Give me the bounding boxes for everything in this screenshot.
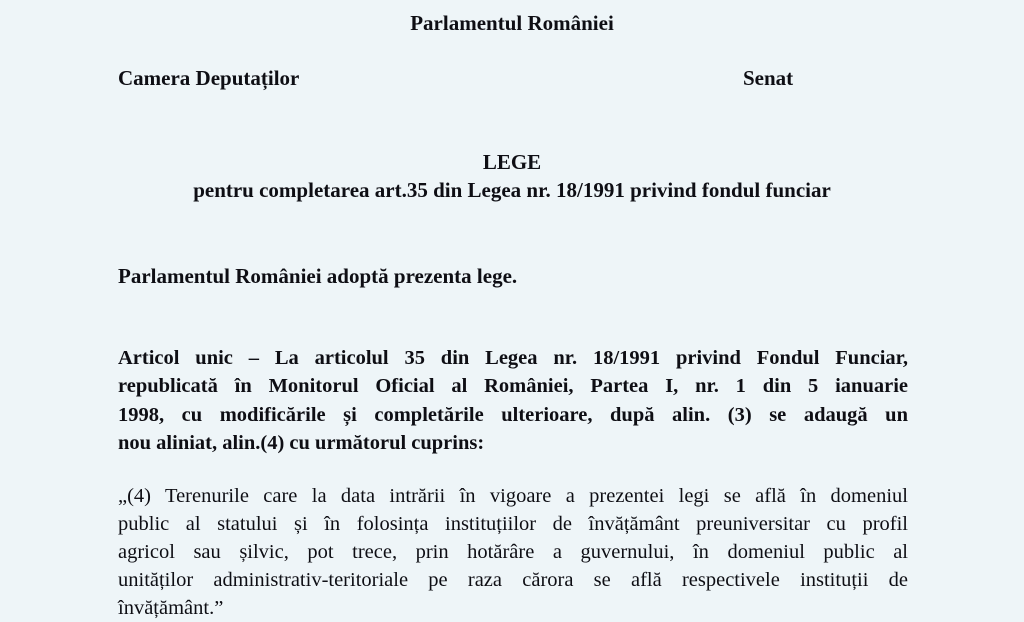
chamber-right-label: Senat — [743, 66, 794, 90]
text-line: nou aliniat, alin.(4) cu următorul cuprins: — [118, 432, 485, 455]
text-line: agricol sau șilvic, pot trece, prin hotărâre a guvernului, în domeniul public al — [118, 541, 908, 563]
law-heading: LEGE — [482, 150, 542, 174]
text-line: republicată în Monitorul Oficial al României, Partea I, nr. 1 din 5 ianuarie — [118, 375, 908, 398]
parliament-title: Parlamentul României — [410, 11, 614, 35]
text-line: unităților administrativ-teritoriale pe raza cărora se află respectivele instituții de — [118, 569, 908, 591]
law-heading-block — [0, 148, 1024, 204]
chamber-left-label: Camera Deputaților — [118, 66, 300, 90]
quoted-paragraph — [118, 482, 908, 622]
text-line: învățământ.” — [118, 597, 224, 619]
law-subtitle: pentru completarea art.35 din Legea nr. 18/1991 privind fondul funciar — [193, 178, 831, 202]
intro-line: Parlamentul României adoptă prezenta lege. — [118, 264, 518, 288]
article-paragraph — [118, 344, 908, 458]
text-line: Articol unic – La articolul 35 din Legea nr. 18/1991 privind Fondul Funciar, — [118, 347, 908, 369]
text-line: 1998, cu modificările și completările ulterioare, după alin. (3) se adaugă un — [118, 403, 908, 426]
text-line: public al statului și în folosința instituțiilor de învățământ preuniversitar cu profil — [118, 513, 908, 535]
text-line: „(4) Terenurile care la data intrării în vigoare a prezentei legi se află în domeniul — [118, 485, 908, 507]
